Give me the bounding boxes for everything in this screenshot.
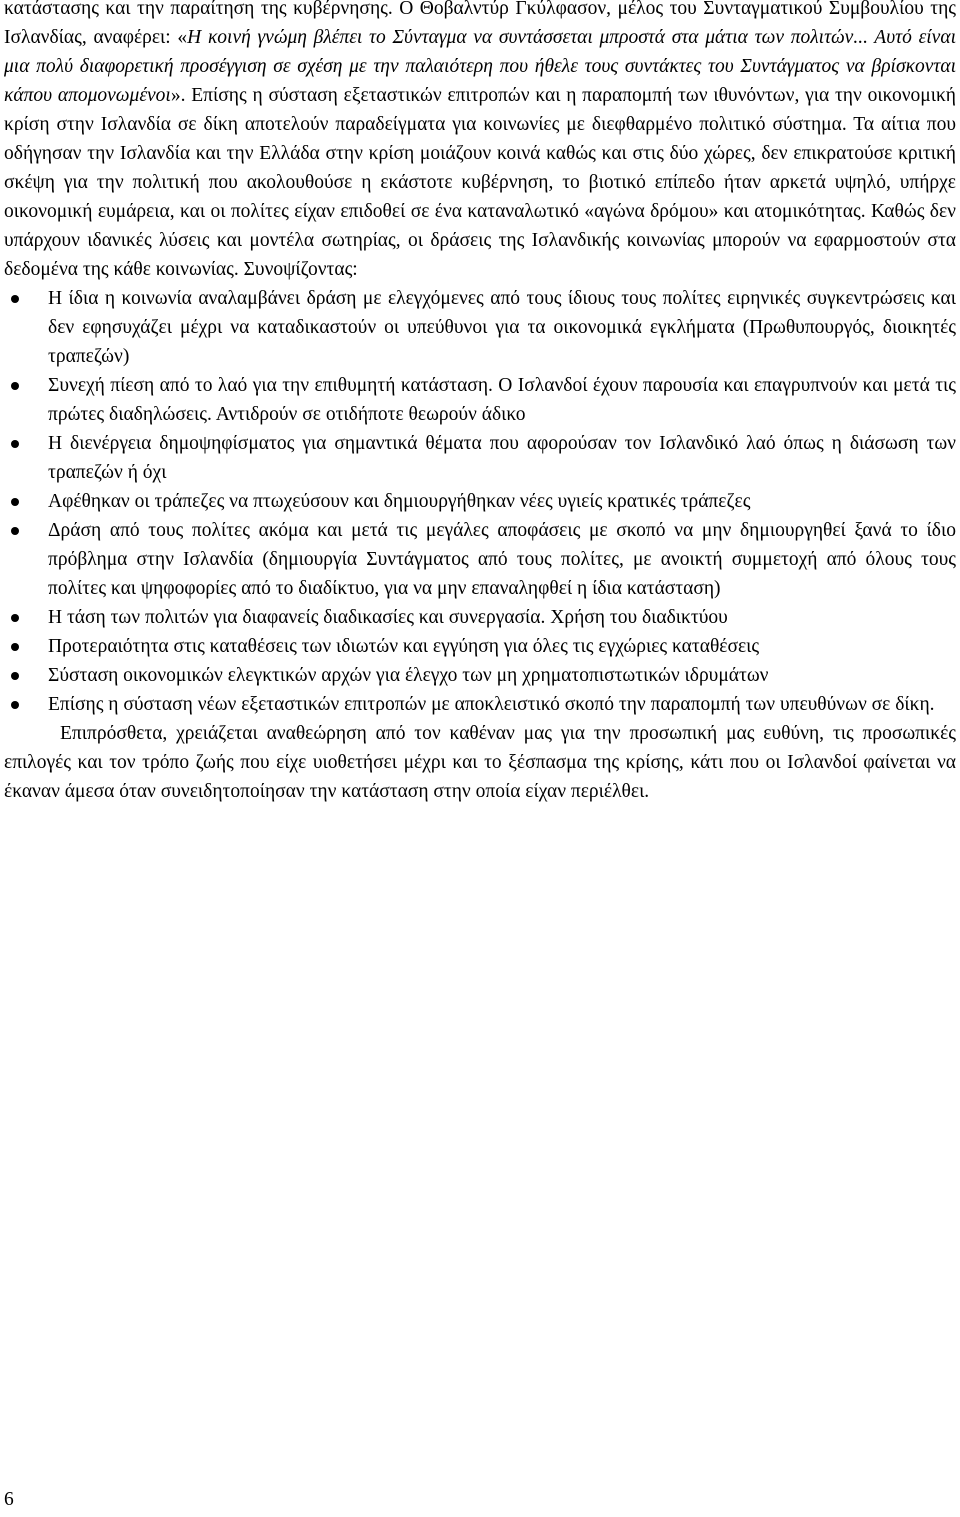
bullet-icon: [11, 643, 19, 651]
bullet-icon: [11, 498, 19, 506]
bullet-icon: [11, 382, 19, 390]
summary-bullet-list: [4, 284, 956, 719]
bullet-icon: [11, 614, 19, 622]
bullet-item: Δράση από τους πολίτες ακόμα και μετά τις μεγάλες αποφάσεις με σκοπό να μην δημιουργηθεί ξανά το ίδιο πρόβλημα στην Ισλανδία (δημιουργία Συντάγματος από τους πολίτες, με ανοικτή συμμετοχή από όλους τους πολίτες και ψηφοφορίες από το διαδίκτυο, για να μην επαναληφθεί η ίδια κατάσταση): [4, 516, 956, 603]
page-number: 6: [4, 1489, 14, 1510]
bullet-icon: [11, 672, 19, 680]
bullet-item: Η τάση των πολιτών για διαφανείς διαδικασίες και συνεργασία. Χρήση του διαδικτύου: [4, 603, 956, 632]
bullet-icon: [11, 440, 19, 448]
opening-text: κατάστασης και την παραίτηση της κυβέρνησης. Ο Θοβαλντύρ Γκύλφασον, μέλος του Συνταγματικού Συμβουλίου της Ισλανδίας, αναφέρει: «: [4, 0, 956, 48]
bullet-item: Προτεραιότητα στις καταθέσεις των ιδιωτών και εγγύηση για όλες τις εγχώριες καταθέσεις: [4, 632, 956, 661]
bullet-item: Σύσταση οικονομικών ελεγκτικών αρχών για έλεγχο των μη χρηματοπιστωτικών ιδρυμάτων: [4, 661, 956, 690]
bullet-item: Αφέθηκαν οι τράπεζες να πτωχεύσουν και δημιουργήθηκαν νέες υγιείς κρατικές τράπεζες: [4, 487, 956, 516]
continuation-text: ». Επίσης η σύσταση εξεταστικών επιτροπών και η παραπομπή των ιθυνόντων, για την οικονομική κρίση στην Ισλανδία σε δίκη αποτελούν παραδείγματα για κοινωνίες με διεφθαρμένο πολιτικό σύστημα. Τα αίτια που οδήγησαν την Ισλανδία και την Ελλάδα στην κρίση μοιάζουν κοινά καθώς και στις δύο χώρες, δεν επικρατούσε κριτική σκέψη για την πολιτική που ακολουθούσε η εκάστοτε κυβέρνηση, το βιοτικό επίπεδο ήταν αρκετά υψηλό, υπήρχε οικονομική ευμάρεια, και οι πολίτες είχαν επιδοθεί σε ένα καταναλωτικό «αγώνα δρόμου» και ατομικότητας. Καθώς δεν υπάρχουν ιδανικές λύσεις και μοντέλα σωτηρίας, οι δράσεις της Ισλανδικής κοινωνίας μπορούν να εφαρμοστούν στα δεδομένα της κάθε κοινωνίας. Συνοψίζοντας:: [4, 85, 957, 280]
bullet-item: Η ίδια η κοινωνία αναλαμβάνει δράση με ελεγχόμενες από τους ίδιους τους πολίτες ειρηνικές συγκεντρώσεις και δεν εφησυχάζει μέχρι να καταδικαστούν οι υπεύθυνοι για τα οικονομικά εγκλήματα (Πρωθυπουργός, διοικητές τραπεζών): [4, 284, 956, 371]
quote-text: Η κοινή γνώμη βλέπει το Σύνταγμα να συντάσσεται μπροστά στα μάτια των πολιτών... Αυτό είναι μια πολύ διαφορετική προσέγγιση σε σχέση με την παλαιότερη που ήθελε τους συντάκτες του Συντάγματος να βρίσκονται κάπου απομονωμένοι: [4, 27, 956, 106]
opening-paragraph: [4, 0, 956, 284]
bullet-item: Η διενέργεια δημοψηφίσματος για σημαντικά θέματα που αφορούσαν τον Ισλανδικό λαό όπως η διάσωση των τραπεζών ή όχι: [4, 429, 956, 487]
bullet-icon: [11, 295, 19, 303]
bullet-item: Επίσης η σύσταση νέων εξεταστικών επιτροπών με αποκλειστικό σκοπό την παραπομπή των υπευθύνων σε δίκη.: [4, 690, 956, 719]
bullet-icon: [11, 701, 19, 709]
closing-paragraph: Επιπρόσθετα, χρειάζεται αναθεώρηση από τον καθέναν μας για την προσωπική μας ευθύνη, τις προσωπικές επιλογές και τον τρόπο ζωής που είχε υιοθετήσει μέχρι και το ξέσπασμα της κρίσης, κάτι που οι Ισλανδοί φαίνεται να έκαναν άμεσα όταν συνειδητοποίησαν την κατάσταση στην οποία είχαν περιέλθει.: [4, 723, 956, 802]
bullet-icon: [11, 527, 19, 535]
bullet-item: Συνεχή πίεση από το λαό για την επιθυμητή κατάσταση. Ο Ισλανδοί έχουν παρουσία και επαγρυπνούν και μετά τις πρώτες διαδηλώσεις. Αντιδρούν σε οτιδήποτε θεωρούν άδικο: [4, 371, 956, 429]
